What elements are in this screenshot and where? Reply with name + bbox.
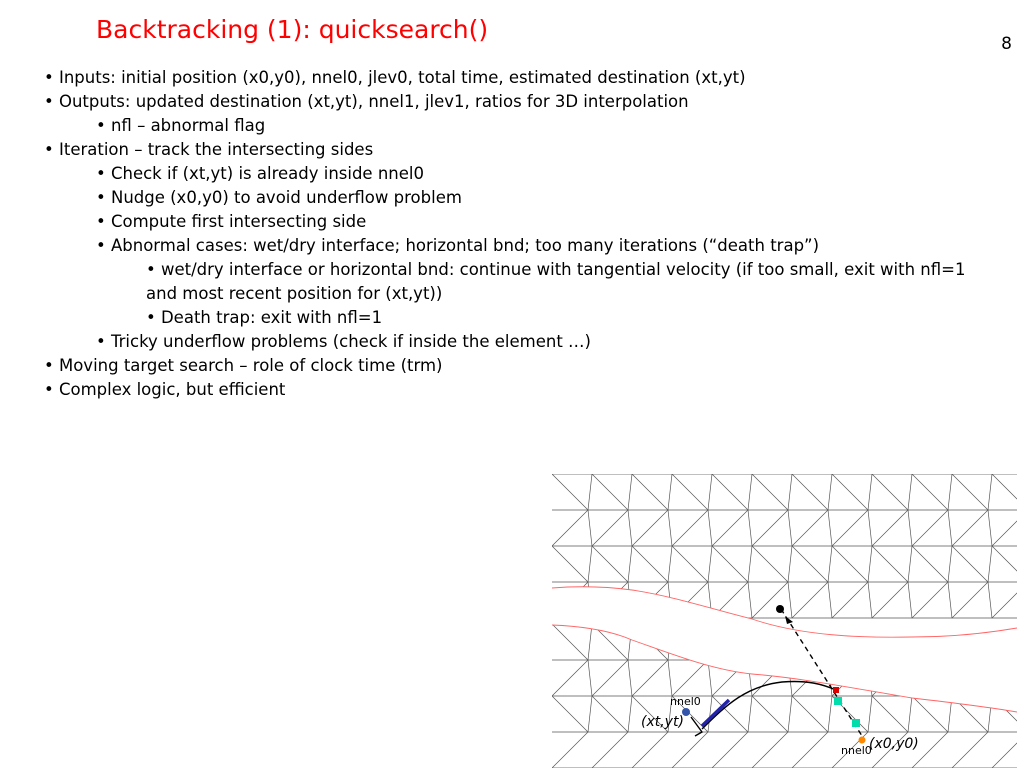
bullet-item: • nfl – abnormal flag [96, 116, 266, 135]
dashed-trajectory [781, 609, 864, 739]
bullet-item: • wet/dry interface or horizontal bnd: continue with tangential velocity (if too small, exit with nfl=1 and most recent position for (xt,yt)) [146, 260, 966, 303]
page-number: 8 [1001, 34, 1012, 54]
bullet-item: • Moving target search – role of clock time (trm) [44, 356, 443, 375]
label-nnel0-top: nnel0 [670, 695, 701, 708]
label-x0-y0: (x0,y0) [869, 736, 919, 752]
label-nnel0-bottom: nnel0 [841, 744, 872, 757]
bullet-item: • Tricky underflow problems (check if inside the element …) [96, 332, 591, 351]
channel-boundary-lower [552, 625, 1017, 712]
bullet-item: • Check if (xt,yt) is already inside nnel0 [96, 164, 424, 183]
backtrack-segment [702, 700, 729, 726]
bullet-list [44, 66, 979, 402]
bullet-item: • Compute first intersecting side [96, 212, 367, 231]
mesh-lower [552, 624, 1017, 768]
bullet-item: • Death trap: exit with nfl=1 [146, 308, 383, 327]
bullet-item: • Outputs: updated destination (xt,yt), nnel1, jlev1, ratios for 3D interpolation [44, 92, 689, 111]
arrow-head [691, 717, 702, 736]
mesh-upper [552, 474, 1017, 618]
channel-boundary-upper [552, 587, 1017, 638]
intersection-marker [834, 697, 842, 705]
bullet-item: • Inputs: initial position (x0,y0), nnel0, jlev0, total time, estimated destination (xt,yt) [44, 68, 746, 87]
bullet-item: • Abnormal cases: wet/dry interface; horizontal bnd; too many iterations (“death trap”) [96, 236, 820, 255]
bullet-item: • Nudge (x0,y0) to avoid underflow problem [96, 188, 462, 207]
start-point [859, 737, 866, 744]
bullet-item: • Iteration – track the intersecting sides [44, 140, 374, 159]
red-marker [833, 687, 839, 693]
target-point [776, 605, 784, 613]
mesh-diagram [552, 474, 1017, 768]
intersection-marker [852, 719, 860, 727]
bullet-item: • Complex logic, but efficient [44, 380, 286, 399]
slide-title: Backtracking (1): quicksearch() [96, 15, 489, 44]
label-xt-yt: (xt,yt) [641, 714, 684, 730]
mesh-figure [552, 474, 1017, 768]
